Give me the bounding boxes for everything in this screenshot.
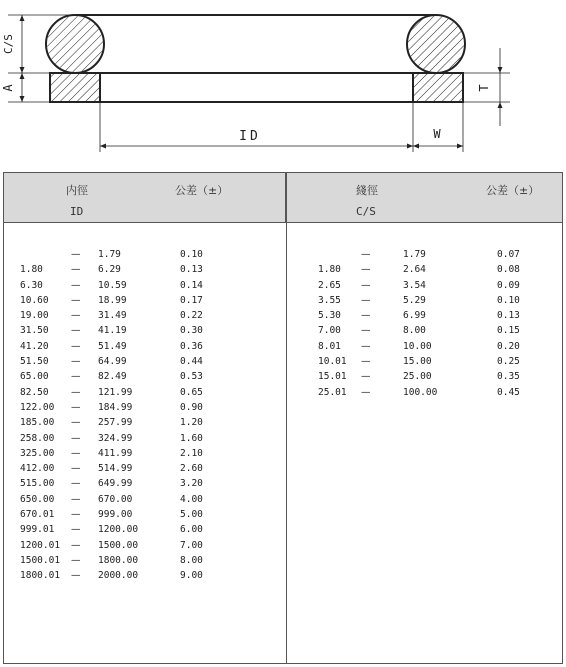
tolerance-value: 9.00 — [180, 570, 203, 582]
range-to: 64.99 — [98, 356, 127, 368]
tolerance-row — [4, 415, 286, 430]
range-from: 3.55 — [318, 294, 341, 306]
range-from: 10.60 — [20, 294, 49, 306]
range-from: 258.00 — [20, 432, 55, 444]
id-tolerance-header: 公差（±） — [175, 184, 229, 197]
range-to: 1.79 — [403, 249, 426, 260]
backup-ring-outline — [50, 73, 463, 102]
t-label: T — [477, 84, 491, 92]
range-from: 6.30 — [20, 279, 43, 291]
tolerance-value: 0.65 — [180, 386, 203, 398]
range-to: 25.00 — [403, 371, 432, 383]
range-to: 1200.00 — [98, 524, 139, 536]
tolerance-row — [287, 354, 563, 369]
range-dash: — — [361, 325, 371, 337]
tolerance-row — [4, 553, 286, 568]
range-dash: — — [361, 386, 371, 398]
range-from: 8.01 — [318, 340, 341, 352]
tolerance-row — [4, 492, 286, 507]
tolerance-value: 0.17 — [180, 294, 203, 306]
id-title: 内徑 — [66, 184, 88, 197]
tolerance-row — [4, 323, 286, 338]
range-dash: — — [361, 340, 371, 352]
range-to: 670.00 — [98, 493, 133, 505]
range-from: 1500.01 — [20, 554, 61, 566]
tolerance-row — [4, 385, 286, 400]
tolerance-row — [4, 293, 286, 308]
cs-title: 綫徑 — [356, 184, 378, 197]
tolerance-value: 0.45 — [497, 386, 520, 398]
cs-label: C/S — [2, 34, 15, 54]
range-to: 324.99 — [98, 432, 133, 444]
tolerance-value: 4.00 — [180, 493, 203, 505]
tolerance-row — [4, 538, 286, 553]
range-to: 15.00 — [403, 356, 432, 368]
range-from: 185.00 — [20, 417, 55, 429]
range-from: 1800.01 — [20, 570, 61, 582]
range-dash: — — [71, 509, 81, 521]
range-dash: — — [361, 249, 371, 260]
range-to: 10.59 — [98, 279, 127, 291]
tolerance-row — [4, 446, 286, 461]
oring-left-section — [47, 16, 103, 72]
range-dash: — — [71, 493, 81, 505]
range-dash: — — [361, 356, 371, 368]
range-from: 670.01 — [20, 509, 55, 521]
range-dash: — — [71, 417, 81, 429]
range-dash: — — [71, 463, 81, 475]
cs-header — [286, 173, 562, 223]
tolerance-row — [4, 354, 286, 369]
tolerance-row — [4, 461, 286, 476]
range-from: 122.00 — [20, 401, 55, 413]
range-dash: — — [71, 539, 81, 551]
range-dash: — — [71, 310, 81, 322]
range-from: 25.01 — [318, 386, 347, 398]
range-to: 8.00 — [403, 325, 426, 337]
range-to: 514.99 — [98, 463, 133, 475]
range-to: 121.99 — [98, 386, 133, 398]
cs-tolerance-rows — [287, 247, 563, 400]
oring-drawing — [0, 0, 566, 160]
tolerance-value: 0.14 — [180, 279, 203, 291]
a-label: A — [1, 84, 15, 92]
id-label: ID — [239, 129, 261, 144]
range-from: 10.01 — [318, 356, 347, 368]
tolerance-value: 0.20 — [497, 340, 520, 352]
range-dash: — — [71, 264, 81, 276]
cs-tolerance-header: 公差（±） — [486, 184, 540, 197]
range-dash: — — [71, 249, 81, 260]
range-dash: — — [361, 310, 371, 322]
backup-ring-right-section — [414, 74, 462, 101]
range-dash: — — [71, 401, 81, 413]
tolerance-row — [287, 323, 563, 338]
tolerance-value: 2.10 — [180, 447, 203, 459]
tolerance-value: 0.10 — [180, 249, 203, 260]
range-to: 6.29 — [98, 264, 121, 276]
range-from: 82.50 — [20, 386, 49, 398]
id-header — [4, 173, 286, 223]
oring-cross-section-diagram — [0, 0, 566, 160]
tolerance-value: 6.00 — [180, 524, 203, 536]
tolerance-row — [4, 476, 286, 491]
range-dash: — — [71, 570, 81, 582]
range-dash: — — [361, 371, 371, 383]
range-to: 3.54 — [403, 279, 426, 291]
id-subtitle: ID — [70, 205, 84, 218]
range-from: 65.00 — [20, 371, 49, 383]
range-to: 100.00 — [403, 386, 438, 398]
range-from: 41.20 — [20, 340, 49, 352]
tolerance-value: 0.10 — [497, 294, 520, 306]
tolerance-row — [4, 247, 286, 262]
range-to: 2.64 — [403, 264, 426, 276]
tolerance-row — [4, 522, 286, 537]
tolerance-value: 1.20 — [180, 417, 203, 429]
range-to: 41.19 — [98, 325, 127, 337]
range-to: 411.99 — [98, 447, 133, 459]
tolerance-row — [287, 293, 563, 308]
tolerance-row — [287, 247, 563, 262]
tolerance-row — [287, 339, 563, 354]
range-to: 6.99 — [403, 310, 426, 322]
w-label: W — [433, 127, 441, 141]
tolerance-row — [4, 369, 286, 384]
tolerance-value: 3.20 — [180, 478, 203, 490]
range-dash: — — [71, 356, 81, 368]
range-from: 19.00 — [20, 310, 49, 322]
range-from: 999.01 — [20, 524, 55, 536]
tolerance-row — [4, 339, 286, 354]
range-dash: — — [71, 524, 81, 536]
range-from: 2.65 — [318, 279, 341, 291]
tolerance-row — [287, 308, 563, 323]
tolerance-value: 5.00 — [180, 509, 203, 521]
tolerance-value: 0.25 — [497, 356, 520, 368]
range-to: 999.00 — [98, 509, 133, 521]
id-tolerance-rows — [4, 247, 286, 584]
range-to: 1800.00 — [98, 554, 139, 566]
range-from: 515.00 — [20, 478, 55, 490]
tolerance-row — [287, 262, 563, 277]
range-dash: — — [71, 386, 81, 398]
tolerance-row — [4, 262, 286, 277]
tolerance-value: 0.53 — [180, 371, 203, 383]
range-from: 31.50 — [20, 325, 49, 337]
backup-ring-left-section — [51, 74, 99, 101]
tolerance-value: 0.44 — [180, 356, 203, 368]
tolerance-value: 8.00 — [180, 554, 203, 566]
range-dash: — — [71, 294, 81, 306]
tolerance-value: 0.15 — [497, 325, 520, 337]
range-dash: — — [71, 554, 81, 566]
range-dash: — — [361, 264, 371, 276]
tolerance-value: 0.30 — [180, 325, 203, 337]
range-to: 82.49 — [98, 371, 127, 383]
range-from: 5.30 — [318, 310, 341, 322]
tolerance-value: 0.09 — [497, 279, 520, 291]
tolerance-value: 0.36 — [180, 340, 203, 352]
tolerance-value: 0.22 — [180, 310, 203, 322]
tolerance-value: 1.60 — [180, 432, 203, 444]
range-dash: — — [71, 447, 81, 459]
range-from: 7.00 — [318, 325, 341, 337]
cs-subtitle: C/S — [356, 205, 376, 218]
range-from: 412.00 — [20, 463, 55, 475]
tolerance-row — [287, 385, 563, 400]
tolerance-value: 0.07 — [497, 249, 520, 260]
range-dash: — — [71, 279, 81, 291]
tolerance-value: 0.35 — [497, 371, 520, 383]
oring-right-section — [408, 16, 464, 72]
range-to: 10.00 — [403, 340, 432, 352]
range-dash: — — [71, 371, 81, 383]
tolerance-value: 0.90 — [180, 401, 203, 413]
range-from: 1200.01 — [20, 539, 61, 551]
tolerance-value: 2.60 — [180, 463, 203, 475]
tolerance-table — [3, 172, 563, 664]
range-from: 15.01 — [318, 371, 347, 383]
range-to: 1.79 — [98, 249, 121, 260]
tolerance-value: 7.00 — [180, 539, 203, 551]
tolerance-value: 0.08 — [497, 264, 520, 276]
range-to: 257.99 — [98, 417, 133, 429]
range-to: 1500.00 — [98, 539, 139, 551]
range-to: 31.49 — [98, 310, 127, 322]
range-from: 1.80 — [318, 264, 341, 276]
range-dash: — — [71, 325, 81, 337]
range-to: 649.99 — [98, 478, 133, 490]
range-to: 18.99 — [98, 294, 127, 306]
tolerance-row — [4, 431, 286, 446]
tolerance-value: 0.13 — [180, 264, 203, 276]
tolerance-row — [4, 278, 286, 293]
tolerance-row — [287, 278, 563, 293]
range-dash: — — [361, 279, 371, 291]
range-dash: — — [71, 478, 81, 490]
range-to: 2000.00 — [98, 570, 139, 582]
tolerance-row — [4, 507, 286, 522]
range-from: 1.80 — [20, 264, 43, 276]
tolerance-row — [4, 400, 286, 415]
tolerance-value: 0.13 — [497, 310, 520, 322]
tolerance-row — [4, 568, 286, 583]
tolerance-row — [4, 308, 286, 323]
range-from: 650.00 — [20, 493, 55, 505]
range-dash: — — [71, 432, 81, 444]
range-from: 325.00 — [20, 447, 55, 459]
range-from: 51.50 — [20, 356, 49, 368]
range-to: 184.99 — [98, 401, 133, 413]
range-to: 51.49 — [98, 340, 127, 352]
range-dash: — — [71, 340, 81, 352]
tolerance-row — [287, 369, 563, 384]
range-dash: — — [361, 294, 371, 306]
range-to: 5.29 — [403, 294, 426, 306]
